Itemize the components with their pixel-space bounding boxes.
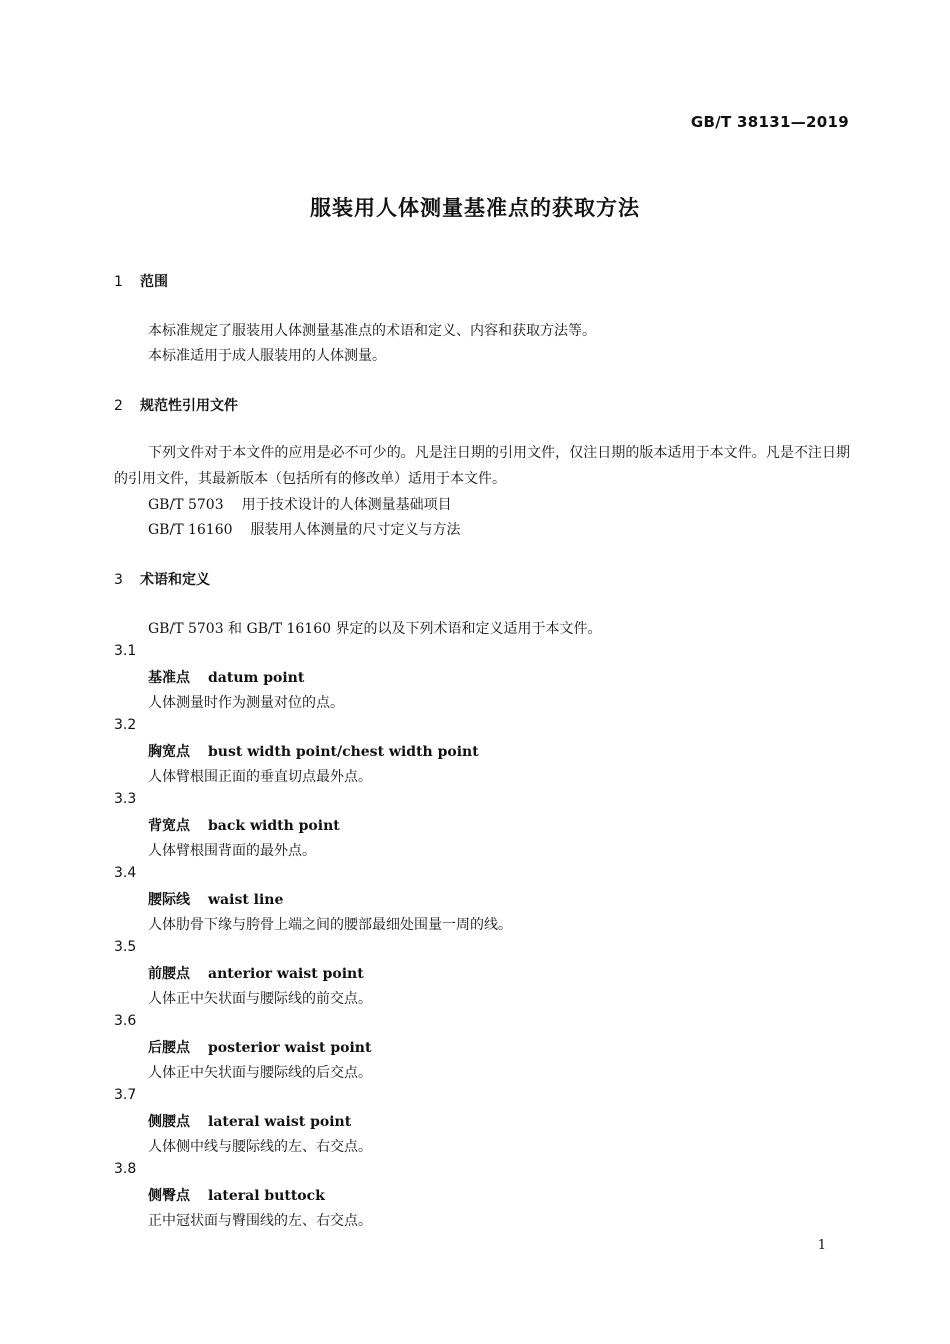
term-definition: 人体测量时作为测量对位的点。 xyxy=(148,695,344,711)
section-title: 规范性引用文件 xyxy=(140,398,238,414)
term-number: 3.1 xyxy=(114,643,137,659)
term-chinese: 背宽点 xyxy=(148,818,190,834)
term-definition: 人体肋骨下缘与胯骨上端之间的腰部最细处围量一周的线。 xyxy=(148,917,512,933)
section-number: 2 xyxy=(114,398,123,414)
term-entry xyxy=(148,1111,351,1131)
reference-code: GB/T 16160 xyxy=(148,522,233,538)
term-entry xyxy=(148,889,283,909)
paragraph: 下列文件对于本文件的应用是必不可少的。凡是注日期的引用文件，仅注日期的版本适用于本文件。凡是不注日期的引用文件，其最新版本（包括所有的修改单）适用于本文件。 xyxy=(114,445,850,487)
section-number: 1 xyxy=(114,274,123,290)
reference-item xyxy=(148,519,461,539)
term-chinese: 基准点 xyxy=(148,670,190,686)
term-number: 3.7 xyxy=(114,1087,137,1103)
term-entry xyxy=(148,1185,325,1205)
term-number: 3.2 xyxy=(114,717,137,733)
term-chinese: 腰际线 xyxy=(148,892,190,908)
term-english: posterior waist point xyxy=(208,1040,372,1056)
term-english: anterior waist point xyxy=(208,966,364,982)
term-definition: 人体臂根围正面的垂直切点最外点。 xyxy=(148,769,372,785)
term-english: lateral buttock xyxy=(208,1188,325,1204)
term-english: bust width point/chest width point xyxy=(208,744,479,760)
term-entry xyxy=(148,815,340,835)
section-heading-terms-and-definitions xyxy=(114,569,210,589)
standard-code: GB/T 38131—2019 xyxy=(690,113,849,131)
term-definition: 人体正中矢状面与腰际线的前交点。 xyxy=(148,991,372,1007)
reference-title: 用于技术设计的人体测量基础项目 xyxy=(241,497,452,513)
term-number: 3.3 xyxy=(114,791,137,807)
paragraph: 本标准规定了服装用人体测量基准点的术语和定义、内容和获取方法等。 xyxy=(148,323,596,339)
term-chinese: 侧臀点 xyxy=(148,1188,190,1204)
term-definition: 人体臂根围背面的最外点。 xyxy=(148,843,316,859)
term-chinese: 后腰点 xyxy=(148,1040,190,1056)
term-chinese: 胸宽点 xyxy=(148,744,190,760)
term-number: 3.6 xyxy=(114,1013,137,1029)
section-number: 3 xyxy=(114,572,123,588)
reference-code: GB/T 5703 xyxy=(148,497,224,513)
paragraph: GB/T 5703 和 GB/T 16160 界定的以及下列术语和定义适用于本文件。 xyxy=(148,621,602,637)
term-english: back width point xyxy=(208,818,340,834)
term-english: waist line xyxy=(208,892,284,908)
paragraph: 本标准适用于成人服装用的人体测量。 xyxy=(148,348,386,364)
term-entry xyxy=(148,963,364,983)
term-entry xyxy=(148,1037,371,1057)
section-heading-scope xyxy=(114,271,168,291)
reference-item xyxy=(148,494,452,514)
term-chinese: 侧腰点 xyxy=(148,1114,190,1130)
term-english: lateral waist point xyxy=(208,1114,352,1130)
section-heading-normative-references xyxy=(114,395,238,415)
reference-title: 服装用人体测量的尺寸定义与方法 xyxy=(250,522,461,538)
term-definition: 人体正中矢状面与腰际线的后交点。 xyxy=(148,1065,372,1081)
term-definition: 人体侧中线与腰际线的左、右交点。 xyxy=(148,1139,372,1155)
term-english: datum point xyxy=(208,670,305,686)
term-entry xyxy=(148,667,304,687)
term-chinese: 前腰点 xyxy=(148,966,190,982)
term-definition: 正中冠状面与臀围线的左、右交点。 xyxy=(148,1213,372,1229)
page-number: 1 xyxy=(817,1238,826,1253)
section-title: 术语和定义 xyxy=(140,572,210,588)
term-number: 3.8 xyxy=(114,1161,137,1177)
section-title: 范围 xyxy=(140,274,168,290)
term-entry xyxy=(148,741,479,761)
term-number: 3.4 xyxy=(114,865,137,881)
term-number: 3.5 xyxy=(114,939,137,955)
document-title: 服装用人体测量基准点的获取方法 xyxy=(310,196,640,220)
